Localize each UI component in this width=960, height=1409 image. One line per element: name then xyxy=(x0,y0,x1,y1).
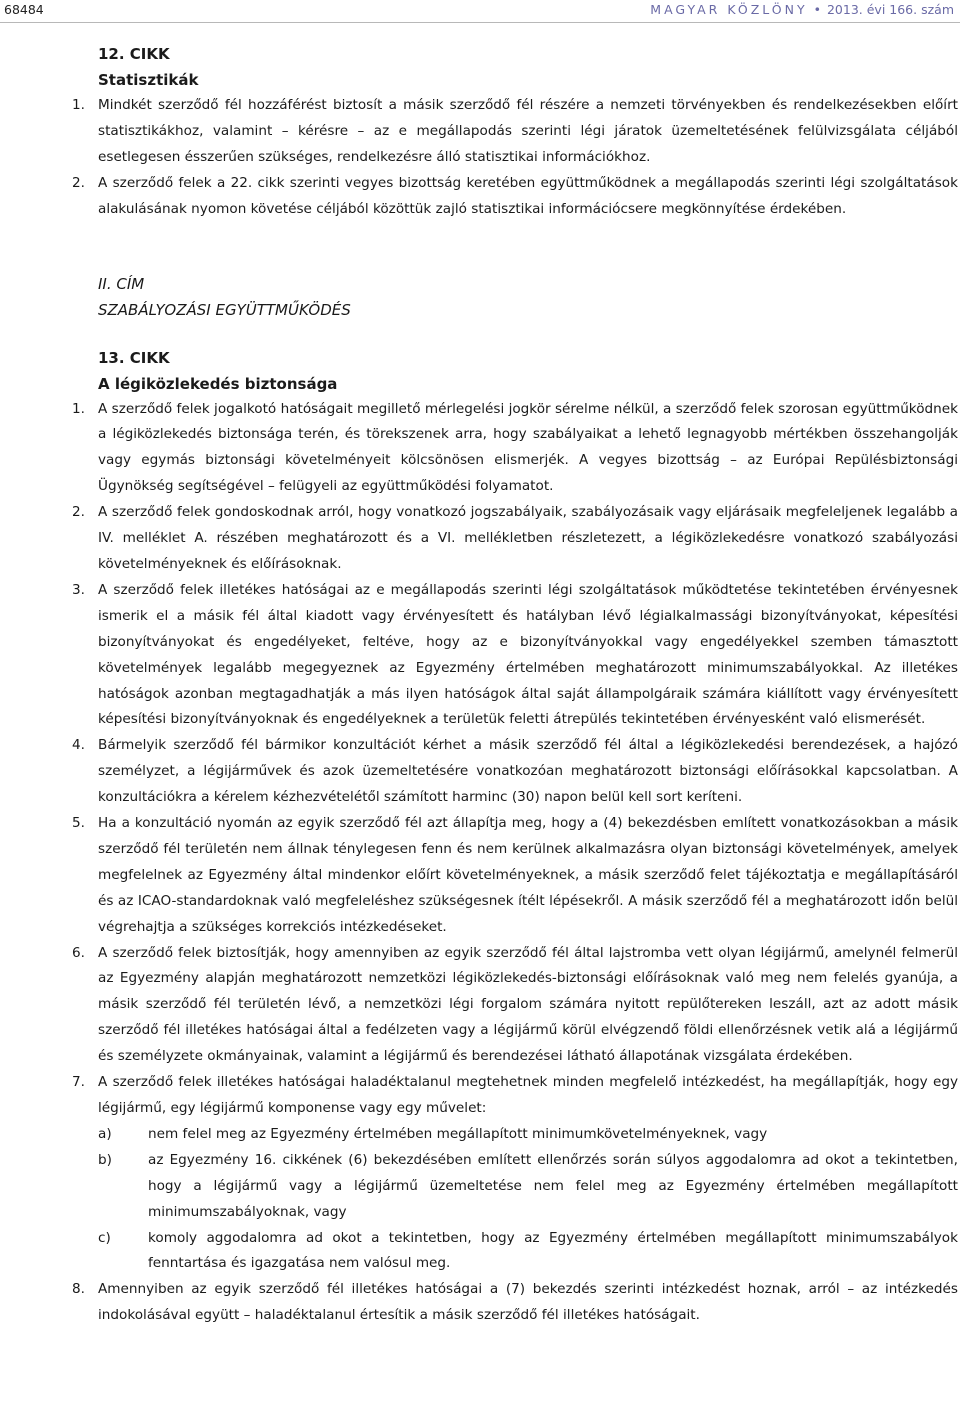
paragraph-number: 7. xyxy=(72,1074,85,1091)
title-ii-number: II. CÍM xyxy=(98,274,145,293)
paragraph-number: 4. xyxy=(72,737,85,754)
paragraph-text: Bármelyik szerződő fél bármikor konzultációt kérhet a másik szerződő fél által a légiközlekedési berendezések, a hajózó személyzet, a légijárművek és azok üzemeltetésére vonatkozóan meghatározott biztonsági előírásokkal kapcsolatban. A konzultációkra a kérelem kézhezvételétől számított harminc (30) napon belül kell sort keríteni. xyxy=(98,737,958,806)
paragraph-text: A szerződő felek illetékes hatóságai haladéktalanul megtehetnek minden megfelelő intézkedést, ha megállapítják, hogy egy légijármű, egy légijármű komponense vagy egy művelet: xyxy=(98,1074,958,1116)
article-13-paragraph-7 xyxy=(0,1070,960,1122)
page-number: 68484 xyxy=(4,2,44,17)
paragraph-text: Mindkét szerződő fél hozzáférést biztosít a másik szerződő fél részére a nemzeti törvényekben és rendelkezésekben előírt statisztikákhoz, valamint – kérésre – az e megállapodás szerinti légi járatok üzemeltetésének felülvizsgálata céljából esetlegesen ésszerűen szükséges, rendelkezésre álló statisztikai információkhoz. xyxy=(98,97,958,165)
subitem-text: komoly aggodalomra ad okot a tekintetben, hogy az Egyezmény értelmében megállapított minimumszabályok fenntartása és igazgatása nem valósul meg. xyxy=(148,1229,958,1272)
paragraph-number: 1. xyxy=(72,400,85,417)
header-separator: • xyxy=(813,2,821,17)
subitem-label: b) xyxy=(98,1151,112,1168)
article-12-paragraph-1 xyxy=(0,93,960,171)
spacer xyxy=(0,223,960,271)
article-12-paragraph-2 xyxy=(0,171,960,223)
article-13-paragraph-1 xyxy=(0,397,960,501)
paragraph-text: A szerződő felek illetékes hatóságai az e megállapodás szerinti légi szolgáltatások működtetése tekintetében érvényesnek ismerik el a másik fél által kiadott vagy érvényesített és hatályban lévő légialkalmassági bizonyítványokat, képesítési bizonyítványokat és engedélyeket, feltéve, hogy az e bizonyítványokkal vagy engedélyekkel szemben támasztott követelmények legalább megegyeznek az Egyezmény értelmében meghatározott minimumszabályokkal. Az illetékes hatóságok azonban megtagadhatják a más ilyen hatóságok által saját állampolgáraik számára kiállított vagy érvényesített képesítési bizonyítványoknak és engedélyeknek a területük feletti átrepülés tekintetében érvényesként való elismerését. xyxy=(98,581,958,728)
subitem-c xyxy=(0,1226,960,1278)
subitem-text: az Egyezmény 16. cikkének (6) bekezdésében említett ellenőrzés során súlyos aggodalomra ad okot a tekintetben, hogy a légijármű vagy a légijármű üzemeltetése nem felel meg az Egyezmény értelmében megállapított minimumszabályoknak, vagy xyxy=(148,1151,958,1220)
paragraph-number: 6. xyxy=(72,944,85,961)
paragraph-number: 1. xyxy=(72,97,85,113)
paragraph-text: A szerződő felek gondoskodnak arról, hogy vonatkozó jogszabályaik, szabályozásaik vagy eljárásaik megfeleljenek legalább a IV. melléklet A. részében meghatározott és a VI. mellékletben részletezett, a légiközlekedésre vonatkozó szabályozási követelményeknek és előírásoknak. xyxy=(98,504,958,572)
article-12-title: Statisztikák xyxy=(98,71,199,89)
subitem-label: c) xyxy=(98,1229,111,1246)
article-13-number: 13. CIKK xyxy=(98,348,170,367)
subitem-b xyxy=(0,1148,960,1226)
article-13-paragraph-6 xyxy=(0,941,960,1071)
article-13-paragraph-2 xyxy=(0,500,960,578)
paragraph-text: Ha a konzultáció nyomán az egyik szerződő fél azt állapítja meg, hogy a (4) bekezdésben említett vonatkozásokban a másik szerződő fél területén nem állnak ténylegesen fenn és nem kerülnek alkalmazásra olyan biztonsági követelmények, amelyek megfelelnek az Egyezmény által mindenkor előírt követelményeknek, a másik szerződő felet tájékoztatja e megállapításáról és az ICAO-standardoknak való megfeleléshez szükségesnek ítélt lépésekről. A másik szerződő fél a meghatározott időn belül végrehajtja a szükséges korrekciós intézkedéseket. xyxy=(98,815,958,935)
spacer xyxy=(0,323,960,345)
paragraph-number: 2. xyxy=(72,504,85,521)
header-rule xyxy=(0,22,960,23)
journal-info xyxy=(650,2,954,17)
article-13-title: A légiközlekedés biztonsága xyxy=(98,374,338,393)
paragraph-text: A szerződő felek biztosítják, hogy amennyiben az egyik szerződő fél által lajstromba vett olyan légijármű, amelynél felmerül az Egyezmény alapján meghatározott nemzetközi légiközlekedés-biztonsági előírásoknak való meg nem felelés gyanúja, a másik szerződő fél területén lévő, a nemzetközi légi forgalom számára nyitott repülőtereken leszáll, azt az adott másik szerződő fél illetékes hatóságai által a fedélzeten vagy a légijármű körül elvégzendő földi ellenőrzésnek vetik alá a légijármű és személyzete okmányainak, valamint a légijármű és berendezései látható állapotának vizsgálata érdekében. xyxy=(98,944,958,1065)
document-body xyxy=(0,41,960,1329)
issue-label: 2013. évi 166. szám xyxy=(826,2,954,17)
article-13-paragraph-5 xyxy=(0,811,960,941)
subitem-a xyxy=(0,1122,960,1148)
paragraph-text: Amennyiben az egyik szerződő fél illetékes hatóságai a (7) bekezdés szerinti intézkedést hoznak, arról – az intézkedés indokolásával együtt – haladéktalanul értesítik a másik szerződő fél illetékes hatóságait. xyxy=(98,1281,958,1324)
subitem-label: a) xyxy=(98,1125,112,1142)
article-12-number: 12. CIKK xyxy=(98,45,170,63)
subitem-text: nem felel meg az Egyezmény értelmében megállapított minimumkövetelményeknek, vagy xyxy=(148,1125,768,1142)
paragraph-number: 8. xyxy=(72,1281,85,1298)
paragraph-text: A szerződő felek a 22. cikk szerinti vegyes bizottság keretében együttműködnek a megállapodás szerinti légi szolgáltatások alakulásának nyomon követése céljából közöttük zajló statisztikai információcsere megkönnyítése érdekében. xyxy=(98,174,958,217)
paragraph-number: 5. xyxy=(72,815,85,832)
article-13-paragraph-8 xyxy=(0,1277,960,1329)
article-13-paragraph-3 xyxy=(0,578,960,733)
title-ii-name: SZABÁLYOZÁSI EGYÜTTMŰKÖDÉS xyxy=(98,300,351,319)
paragraph-number: 3. xyxy=(72,581,85,598)
paragraph-text: A szerződő felek jogalkotó hatóságait megillető mérlegelési jogkör sérelme nélkül, a szerződő felek szorosan együttműködnek a légiközlekedés biztonsága terén, és törekszenek arra, hogy szabályaikat a lehető legnagyobb mértékben összehangolják vagy egymás biztonsági követelményeit kölcsönösen elismerjék. A vegyes bizottság – az Európai Repülésbiztonsági Ügynökség segítségével – felügyeli az együttműködési folyamatot. xyxy=(98,400,958,495)
article-13-paragraph-4 xyxy=(0,733,960,811)
page-header xyxy=(0,0,960,22)
journal-title: MAGYAR KÖZLÖNY xyxy=(650,2,808,17)
paragraph-number: 2. xyxy=(72,174,85,191)
